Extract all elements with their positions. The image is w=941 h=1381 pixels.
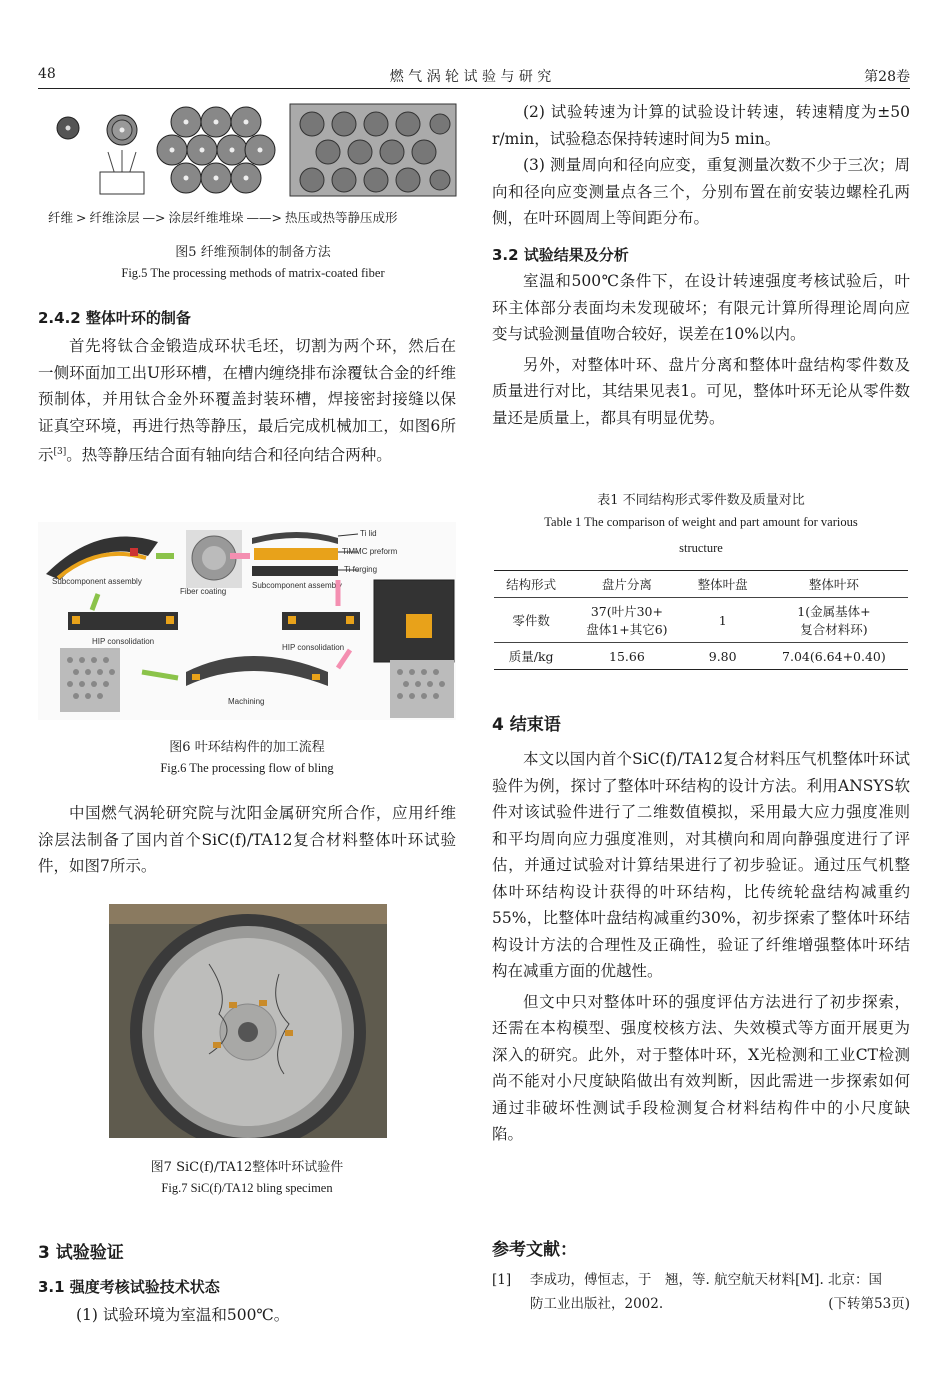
table-row: [494, 598, 908, 643]
item-2: (2) 试验转速为计算的试验设计转速，转速精度为±50 r/min，试验稳态保持转速时间为5 min。: [492, 103, 910, 148]
section-3-1-item1: (1) 试验环境为室温和500℃。: [76, 1306, 290, 1324]
label-timmc: TiMMC preform: [342, 547, 398, 556]
table-header: 整体叶环: [760, 571, 908, 598]
label-fiber-coating: Fiber coating: [180, 587, 227, 596]
cell-line: 1(金属基体+: [797, 604, 871, 619]
table1-caption-cn: 表1 不同结构形式零件数及质量对比: [597, 493, 805, 508]
table-cell: 7.04(6.64+0.40): [760, 643, 908, 670]
table-cell: [760, 598, 908, 643]
table-header: 结构形式: [494, 571, 568, 598]
fig7-caption-cn: 图7 SiC(f)/TA12整体叶环试验件: [150, 1160, 344, 1175]
fig5-caption-cn: 图5 纤维预制体的制备方法: [175, 245, 331, 260]
cell-line: 37(叶片30+: [590, 604, 663, 619]
page-number: 48: [38, 66, 56, 82]
table-header: 整体叶盘: [686, 571, 760, 598]
journal-title: 燃 气 涡 轮 试 验 与 研 究: [389, 69, 552, 85]
label-subcomponent-1: Subcomponent assembly: [52, 577, 142, 586]
fig6-caption-en: Fig.6 The processing flow of bling: [160, 761, 334, 775]
table-cell: 1: [718, 612, 727, 628]
section-3-2-paragraph-2: 另外，对整体叶环、盘片分离和整体叶盘结构零件数及质量进行对比，其结果见表1。可见，整体叶环无论从零件数量还是质量上，都具有明显优势。: [492, 355, 910, 427]
cell-line: 复合材料环): [800, 622, 868, 637]
para-text-end: 。热等静压结合面有轴向结合和径向结合两种。: [66, 446, 392, 465]
label-hip-2: HIP consolidation: [282, 643, 345, 652]
table-cell: 零件数: [512, 613, 550, 628]
section-2-4-2-paragraph: [38, 333, 456, 469]
reference-text-line1: 李成功，傅恒志，于 翘，等. 航空航天材料[M]. 北京：国: [530, 1272, 883, 1288]
label-ti-lid: Ti lid: [360, 529, 377, 538]
table1-caption-en-1: Table 1 The comparison of weight and part amount for various: [544, 515, 858, 529]
fig6-image: [38, 522, 456, 720]
fig5-caption-en: Fig.5 The processing methods of matrix-coated fiber: [121, 266, 385, 280]
label-subcomponent-2: Subcomponent assembly: [252, 581, 342, 590]
section-2-4-2-heading: 2.4.2 整体叶环的制备: [38, 309, 191, 327]
reference-number: [1]: [492, 1272, 512, 1288]
right-column-top: [492, 99, 910, 232]
volume-label: 第28卷: [864, 69, 910, 85]
citation: [3]: [53, 447, 67, 457]
section-3-2-heading: 3.2 试验结果及分析: [492, 246, 629, 264]
reference-text-line2: 防工业出版社，2002.: [530, 1296, 664, 1312]
table1-caption-en-2: structure: [679, 541, 723, 555]
reference-1: [492, 1268, 910, 1316]
section-3-2-body: [492, 268, 910, 431]
para-text: 首先将钛合金锻造成环状毛坯，切割为两个环，然后在一侧环面加工出U形环槽，在槽内缠绕排布涂覆钛合金的纤维预制体，并用钛合金外环覆盖封装环槽，焊接密封接缝以保证真空环境，再进行热等静压，最后完成机械加工，如图6所示: [38, 337, 456, 465]
fig5-label-fiber: 纤维: [48, 210, 74, 225]
section-4-body: [492, 746, 910, 1148]
label-ti-forging: Ti forging: [344, 565, 378, 574]
fig7-photo: [109, 904, 387, 1138]
table-row: [494, 643, 908, 670]
references-heading: 参考文献：: [492, 1240, 577, 1260]
cell-line: 盘体1+其它6): [586, 622, 668, 637]
fig5-process-labels: 纤维 > 纤维涂层 —> 涂层纤维堆垛 ——> 热压或热等静压成形: [48, 209, 398, 225]
section-4-paragraph-2: 但文中只对整体叶环的强度评估方法进行了初步探索，还需在本构模型、强度校核方法、失效模式等方面开展更为深入的研究。此外，对于整体叶环，X光检测和工业CT检测尚不能对小尺度缺陷做出有效判断，因此需进一步探索如何通过非破坏性测试手段检测复合材料结构件中的小尺度缺陷。: [492, 992, 910, 1143]
section-3-heading: 3 试验验证: [38, 1243, 124, 1263]
fig5-label-coating: 纤维涂层: [89, 210, 140, 225]
fig6-caption-cn: 图6 叶环结构件的加工流程: [169, 740, 325, 755]
table-header: 盘片分离: [568, 571, 685, 598]
section-4-paragraph-1: 本文以国内首个SiC(f)/TA12复合材料压气机整体叶环试验件为例，探讨了整体叶环结构的设计方法。利用ANSYS软件对该试验件进行了二维数值模拟，采用最大应力强度准则和平均周向应力强度准则，对其横向和周向静强度进行了评估，并通过试验对计算结果进行了初步验证。通过压气机整体叶环结构设计获得的叶环结构，比传统轮盘结构减重约55%，比整体叶盘结构减重约30%，初步探索了整体叶环结构设计方法的合理性及正确性，验证了纤维增强整体叶环结构在减重方面的优越性。: [492, 750, 910, 980]
table-cell: 质量/kg: [494, 643, 568, 670]
fig5-image: [48, 100, 458, 200]
section-4-heading: 4 结束语: [492, 715, 561, 735]
cooperation-paragraph-container: [38, 800, 456, 880]
label-machining: Machining: [228, 697, 265, 706]
item-3: (3) 测量周向和径向应变，重复测量次数不少于三次；周向和径向应变测量点各三个，分别布置在前安装边螺栓孔两侧，在叶环圆周上等间距分布。: [492, 156, 910, 227]
section-3-1-heading: 3.1 强度考核试验技术状态: [38, 1278, 220, 1296]
section-2-4-2-body: [38, 333, 456, 469]
fig5-label-pressing: 热压或热等静压成形: [285, 210, 398, 225]
fig5-label-stacking: 涂层纤维堆垛: [168, 210, 244, 225]
table-cell: 9.80: [686, 643, 760, 670]
label-hip-1: HIP consolidation: [92, 637, 155, 646]
fig7-caption-en: Fig.7 SiC(f)/TA12 bling specimen: [161, 1181, 333, 1195]
table-cell: 15.66: [568, 643, 685, 670]
cooperation-paragraph: 中国燃气涡轮研究院与沈阳金属研究所合作，应用纤维涂层法制备了国内首个SiC(f)/TA12复合材料整体叶环试验件，如图7所示。: [38, 804, 456, 875]
section-3-2-paragraph-1: 室温和500℃条件下，在设计转速强度考核试验后，叶环主体部分表面均未发现破坏；有限元计算所得理论周向应变与试验测量值吻合较好，误差在10%以内。: [492, 272, 910, 343]
table-cell: [568, 598, 685, 643]
header-rule: [38, 88, 910, 89]
continued-note: (下转第53页): [828, 1296, 910, 1312]
table1: [494, 570, 908, 670]
